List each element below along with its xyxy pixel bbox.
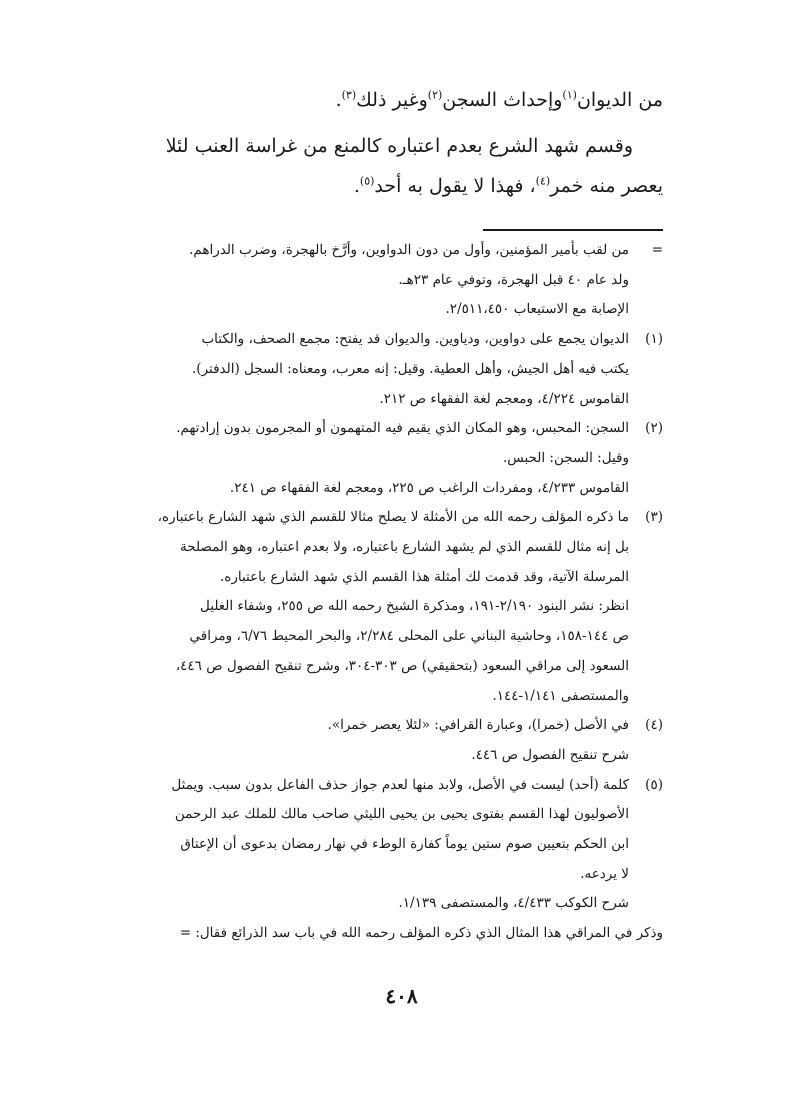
main-text-run: . bbox=[335, 89, 342, 111]
footnote-mark: (١) bbox=[645, 331, 663, 348]
footnote-line: ص ١٤٤-١٥٨، وحاشية البناني على المحلى ٢/٢٨٤، والبحر المحيط ٦/٧٦، ومراقي bbox=[189, 628, 629, 645]
footnote-line: بل إنه مثال للقسم الذي لم يشهد الشارع باعتباره، ولا بعدم اعتباره، وهو المصلحة bbox=[180, 539, 629, 556]
footnote-2 bbox=[123, 414, 663, 503]
footnote-line: ما ذكره المؤلف رحمه الله من الأمثلة لا يصلح مثالا للقسم الذي شهد الشارع باعتباره، bbox=[157, 509, 629, 526]
footnote-ref-2[interactable]: (٢) bbox=[427, 88, 443, 102]
footnote-line: الإصابة مع الاستيعاب ٢/٥١١،٤٥٠. bbox=[445, 301, 629, 318]
footnote-ref-5[interactable]: (٥) bbox=[359, 174, 375, 188]
footnote-mark: (٢) bbox=[645, 420, 663, 437]
footnote-mark: (٣) bbox=[645, 509, 663, 526]
footnote-3 bbox=[123, 503, 663, 711]
footnote-1 bbox=[123, 325, 663, 414]
main-paragraph-1 bbox=[133, 80, 663, 120]
footnote-line: السجن: المحبس، وهو المكان الذي يقيم فيه المتهمون أو المجرمون بدون إرادتهم. bbox=[176, 420, 629, 437]
footnote-line: ولد عام ٤٠ قبل الهجرة، وتوفي عام ٢٣هـ. bbox=[398, 271, 629, 288]
main-text-run: ، فهذا لا يقول به أحد bbox=[374, 175, 536, 197]
footnote-line: في الأصل (خمرا)، وعبارة القرافي: «لئلا يعصر خمرا». bbox=[327, 717, 629, 734]
footnote-line: والمستصفى ١/١٤١-١٤٤. bbox=[492, 687, 629, 704]
footnote-mark: (٤) bbox=[645, 717, 663, 734]
footnote-mark: = bbox=[651, 242, 663, 258]
main-text-run: من الديوان bbox=[576, 89, 663, 111]
main-paragraph-2 bbox=[133, 126, 663, 206]
page-number: ٤٠٨ bbox=[385, 984, 418, 1008]
footnote-line: شرح الكوكب ٤/٤٣٣، والمستصفى ١/١٣٩. bbox=[398, 895, 629, 912]
footnote-separator bbox=[483, 229, 663, 231]
footnote-line: الأصوليون لهذا القسم بفتوى يحيى بن يحيى الليثي صاحب مالك للملك عبد الرحمن bbox=[174, 806, 629, 823]
main-text-run: وإحداث السجن bbox=[442, 89, 563, 111]
footnotes bbox=[123, 236, 663, 949]
footnote-line: وقيل: السجن: الحبس. bbox=[502, 449, 629, 466]
footnote-line: كلمة (أحد) ليست في الأصل، ولابد منها لعدم جواز حذف الفاعل بدون سبب. ويمثل bbox=[171, 776, 629, 793]
footnote-line: لا يردعه. bbox=[580, 865, 629, 882]
footnote-line: يكتب فيه أهل الجيش، وأهل العطية. وقيل: إنه معرب، ومعناه: السجل (الدفتر). bbox=[192, 360, 629, 377]
footnote-ref-3[interactable]: (٣) bbox=[341, 88, 357, 102]
footnote-line: شرح تنقيح الفصول ص ٤٤٦. bbox=[471, 746, 629, 763]
footnote-5 bbox=[123, 771, 663, 920]
footnote-continuation bbox=[123, 919, 663, 949]
footnote-continued bbox=[123, 236, 663, 325]
main-text-run: . bbox=[353, 175, 360, 197]
footnote-line: المرسلة الآتية، وقد قدمت لك أمثلة هذا القسم الذي شهد الشارع باعتباره. bbox=[219, 568, 629, 585]
footnote-line: ابن الحكم بتعيين صوم ستين يوماً كفارة الوطء في نهار رمضان بدعوى أن الإعتاق bbox=[180, 836, 629, 853]
footnote-line: القاموس ٤/٢٢٤، ومعجم لغة الفقهاء ص ٢١٢. bbox=[379, 390, 629, 407]
footnote-mark: (٥) bbox=[645, 776, 663, 793]
footnote-line: السعود إلى مراقي السعود (بتحقيقي) ص ٣٠٣-٣٠٤، وشرح تنقيح الفصول ص ٤٤٦، bbox=[175, 657, 629, 674]
main-text-run: وقسم شهد الشرع بعدم اعتباره كالمنع من غراسة العنب لئلا يعصر منه خمر bbox=[165, 135, 663, 197]
footnote-line: انظر: نشر البنود ٢/١٩٠-١٩١، ومذكرة الشيخ رحمه الله ص ٢٥٥، وشفاء الغليل bbox=[200, 598, 629, 615]
footnote-4 bbox=[123, 711, 663, 770]
footnote-line: من لقب بأمير المؤمنين، وأول من دون الدواوين، وأرَّخ بالهجرة، وضرب الدراهم. bbox=[189, 242, 629, 258]
main-text bbox=[133, 80, 663, 212]
footnote-line: وذكر في المراقي هذا المثال الذي ذكره المؤلف رحمه الله في باب سد الذرائع فقال: = bbox=[179, 925, 663, 942]
footnote-line: الديوان يجمع على دواوين، ودياوين. والديوان قد يفتح: مجمع الصحف، والكتاب bbox=[201, 331, 629, 348]
main-text-run: وغير ذلك bbox=[356, 89, 428, 111]
footnote-line: القاموس ٤/٢٣٣، ومفردات الراغب ص ٢٢٥، ومعجم لغة الفقهاء ص ٢٤١. bbox=[229, 479, 629, 496]
footnote-ref-1[interactable]: (١) bbox=[562, 88, 577, 102]
footnote-ref-4[interactable]: (٤) bbox=[535, 174, 551, 188]
